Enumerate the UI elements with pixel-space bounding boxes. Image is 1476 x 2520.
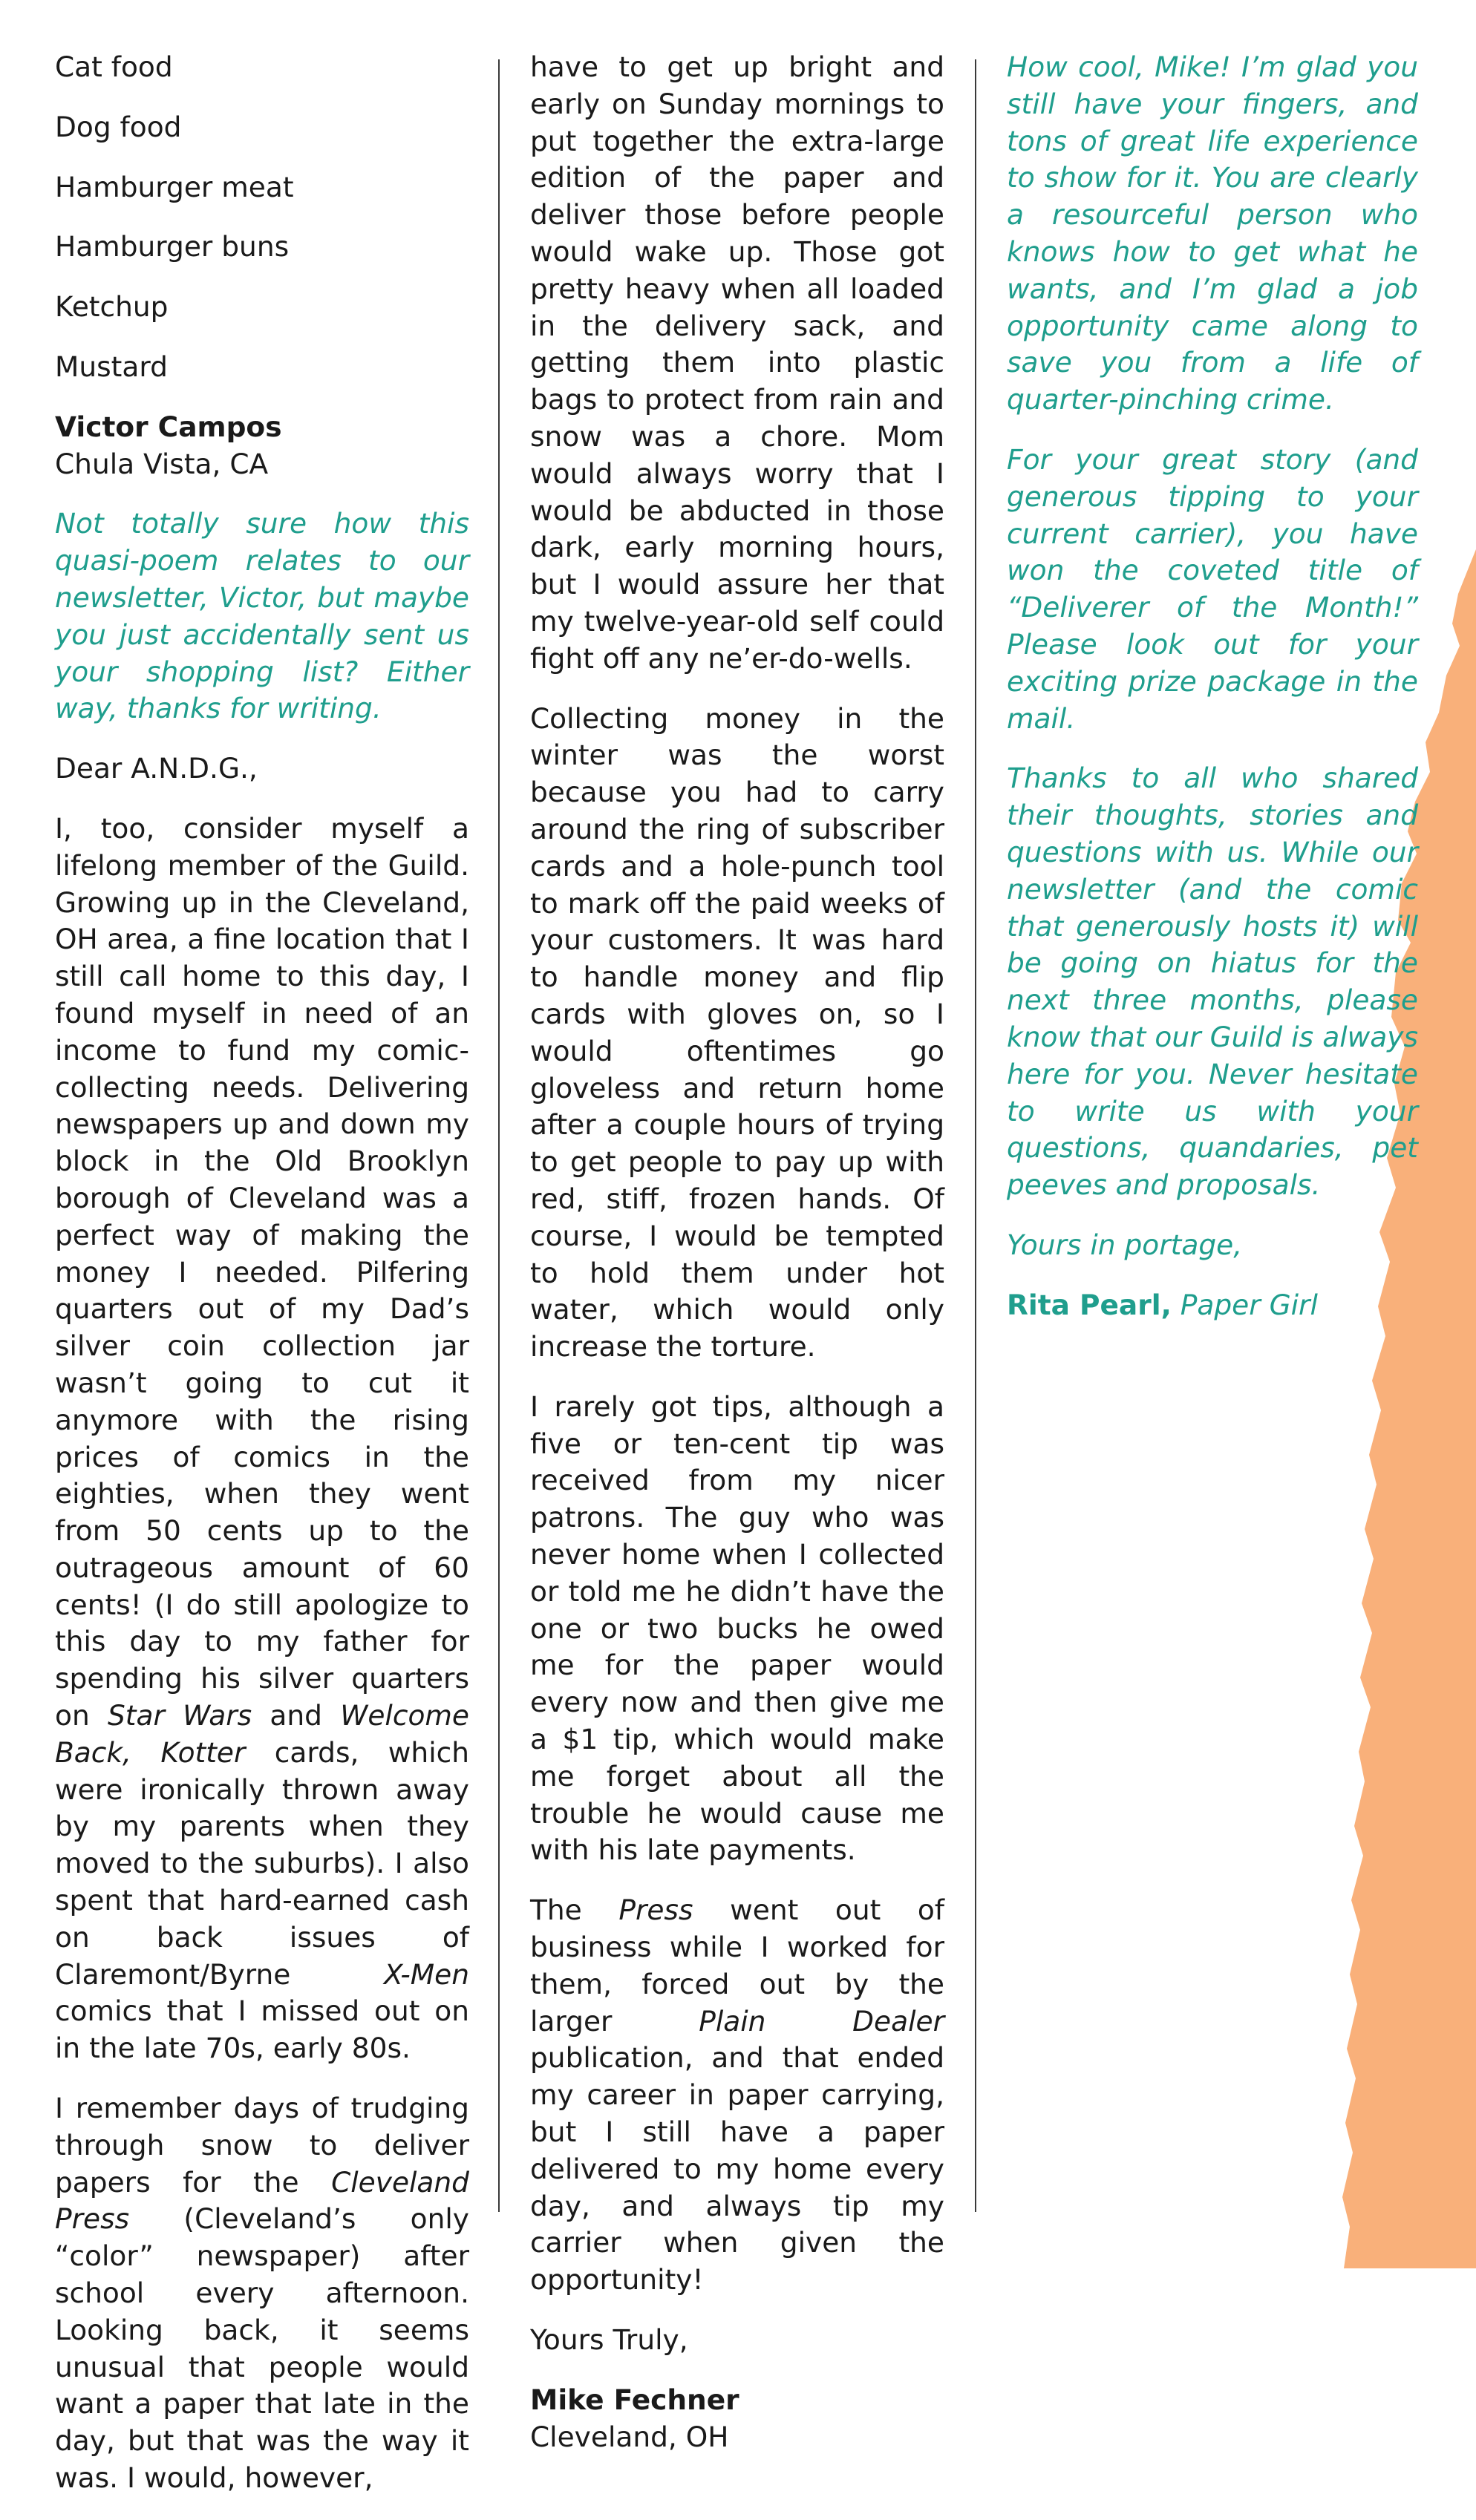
list-item: Mustard (55, 350, 168, 383)
column-divider-left (498, 59, 500, 2212)
letter-paragraph: I, too, consider myself a lifelong member of the Guild. Growing up in the Cleveland, OH area, a fine location that I still call home to this day, I found myself in need of an income to fund my comic-collecting needs. Delivering newspapers up and down my block in the Old Brooklyn borough of Cleveland was a perfect way of making the money I needed. Pilfering quarters out of my Dad’s silver coin collection jar wasn’t going to cut it anymore with the rising prices of comics in the eighties, when they went from 50 cents up to the outrageous amount of 60 cents! (I do still apologize to this day to my father for spending his silver quarters on Star Wars and Welcome Back, Kotter cards, which were ironically thrown away by my parents when they moved to the suburbs). I also spent that hard-earned cash on back issues of Claremont/Byrne X-Men comics that I missed out on in the late 70s, early 80s. (55, 811, 469, 2065)
letter-location: Cleveland, OH (530, 2420, 729, 2453)
letter-signature (55, 409, 469, 483)
editor-signature (1007, 1287, 1418, 1324)
column-3 (1007, 49, 1418, 1347)
title-press: Press (618, 1894, 693, 1927)
editor-title: Paper Girl (1180, 1288, 1318, 1321)
title-x-men: X-Men (384, 1957, 469, 1991)
editor-reply: Thanks to all who shared their thoughts, stories and questions with us. While our newsletter (and the comic that generously hosts it) will be going on hiatus for the next three months, please know that our Guild is always here for you. Never hesitate to write us with your questions, quandaries, pet peeves and proposals. (1007, 762, 1418, 1202)
list-item: Cat food (55, 50, 173, 83)
letter-location: Chula Vista, CA (55, 447, 269, 480)
letter-salutation: Dear A.N.D.G., (55, 752, 258, 785)
title-plain-dealer: Plain Dealer (699, 2004, 945, 2038)
list-item: Ketchup (55, 290, 169, 324)
letter-paragraph: I remember days of trudging through snow to deliver papers for the Cleveland Press (Cleveland’s only “color” newspaper) after school every afternoon. Looking back, it seems unusual that people would want a paper that late in the day, but that was the way it was. I would, however, (55, 2092, 469, 2495)
list-item: Dog food (55, 110, 182, 143)
editor-reply: For your great story (and generous tipping to your current carrier), you have won the coveted title of “Deliverer of the Month!” Please look out for your exciting prize package in the mail. (1007, 442, 1418, 735)
editor-name: Rita Pearl, (1007, 1288, 1172, 1321)
editor-signoff: Yours in portage, (1007, 1228, 1243, 1261)
letter-paragraph: The Press went out of business while I worked for them, forced out by the larger Plain Dealer publication, and that ended my career in paper carrying, but I still have a paper delivered to my home every day, and always tip my carrier when given the opportunity! (530, 1894, 945, 2297)
title-welcome-back-kotter: Welcome Back, Kotter (55, 1699, 469, 1769)
column-2 (530, 49, 944, 2478)
editor-reply: Not totally sure how this quasi-poem relates to our newsletter, Victor, but maybe you just accidentally sent us your shopping list? Either way, thanks for writing. (55, 507, 469, 725)
letter-paragraph: have to get up bright and early on Sunday mornings to put together the extra-large edition of the paper and deliver those before people would wake up. Those got pretty heavy when all loaded in the delivery sack, and getting them into plastic bags to protect from rain and snow was a chore. Mom would always worry that I would be abducted in those dark, early morning hours, but I would assure her that my twelve-year-old self could fight off any ne’er-do-wells. (530, 50, 944, 675)
column-1 (55, 49, 469, 2520)
letter-author: Mike Fechner (530, 2383, 739, 2416)
list-item: Hamburger buns (55, 230, 290, 264)
letter-signature (530, 2382, 944, 2456)
letter-author: Victor Campos (55, 410, 282, 443)
editor-reply: How cool, Mike! I’m glad you still have your fingers, and tons of great life experience to show for it. You are clearly a resourceful person who knows how to get what he wants, and I’m glad a job opportunity came along to save you from a life of quarter-pinching crime. (1007, 50, 1418, 416)
column-divider-right (975, 59, 976, 2212)
list-item: Hamburger meat (55, 170, 294, 203)
letter-paragraph: I rarely got tips, although a five or ten-cent tip was received from my nicer patrons. The guy who was never home when I collected or told me he didn’t have the one or two bucks he owed me for the paper would every now and then give me a $1 tip, which would make me forget about all the trouble he would cause me with his late payments. (530, 1390, 944, 1867)
letter-closing: Yours Truly, (530, 2323, 688, 2357)
letter-paragraph: Collecting money in the winter was the worst because you had to carry around the ring of subscriber cards and a hole-punch tool to mark off the paid weeks of your customers. It was hard to handle money and flip cards with gloves on, so I would oftentimes go gloveless and return home after a couple hours of trying to get people to pay up with red, stiff, frozen hands. Of course, I would be tempted to hold them under hot water, which would only increase the torture. (530, 701, 944, 1364)
title-star-wars: Star Wars (108, 1699, 252, 1732)
title-cleveland-press: Cleveland Press (55, 2165, 469, 2236)
